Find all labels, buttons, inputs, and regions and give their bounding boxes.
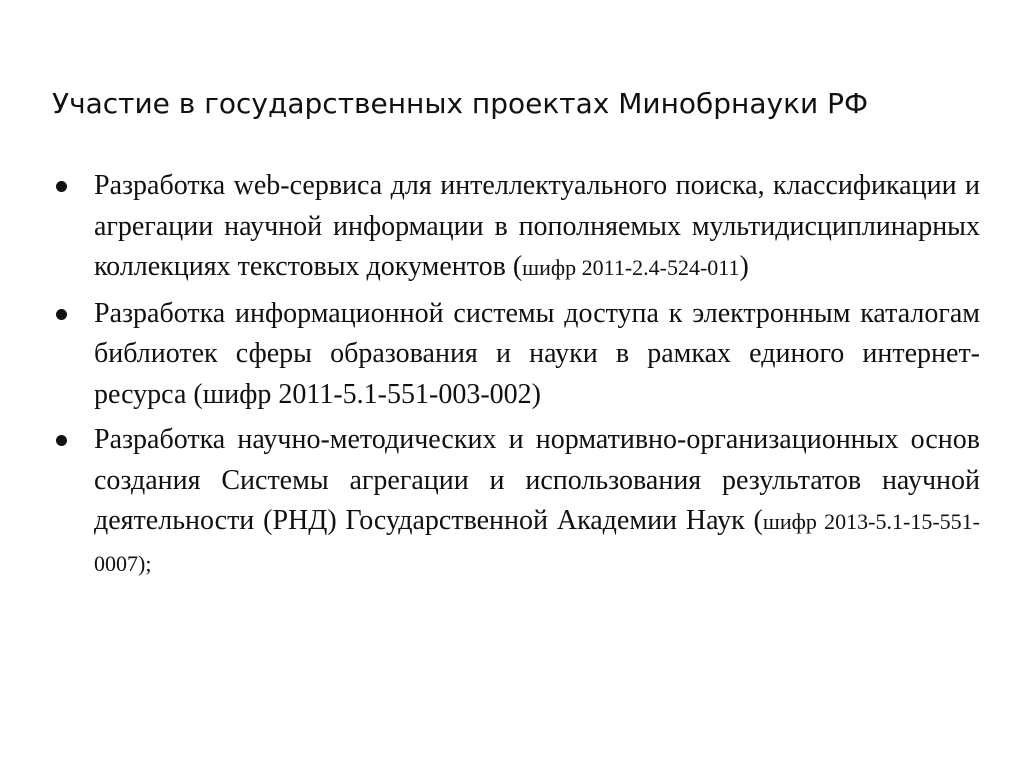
- list-item: [52, 294, 980, 416]
- bullet-icon: [56, 181, 67, 192]
- list-item: [52, 166, 980, 289]
- item-tail: ): [739, 251, 749, 282]
- item-text: Разработка web-сервиса для интеллектуального поиска, классификации и агрегации научной информации в пополняемых мультидисциплинарных коллекциях текстовых документов (: [94, 170, 980, 282]
- bullet-icon: [56, 435, 67, 446]
- item-text: Разработка информационной системы доступа к электронным каталогам библиотек сферы образования и науки в рамках единого интернет-ресурса (шифр 2011-5.1-551-003-002): [94, 297, 980, 410]
- bullet-icon: [56, 309, 67, 320]
- list-item: [52, 420, 980, 584]
- project-code: шифр 2013-5.1-15-551-0007);: [94, 509, 980, 576]
- item-text: Разработка научно-методических и нормативно-организационных основ создания Системы агрегации и использования результатов научной деятельности (РНД) Государственной Академии Наук (: [94, 424, 980, 536]
- bullet-list: [52, 166, 980, 589]
- project-code: шифр 2011-2.4-524-011: [522, 255, 740, 280]
- slide-title: Участие в государственных проектах Минобрнауки РФ: [52, 87, 869, 120]
